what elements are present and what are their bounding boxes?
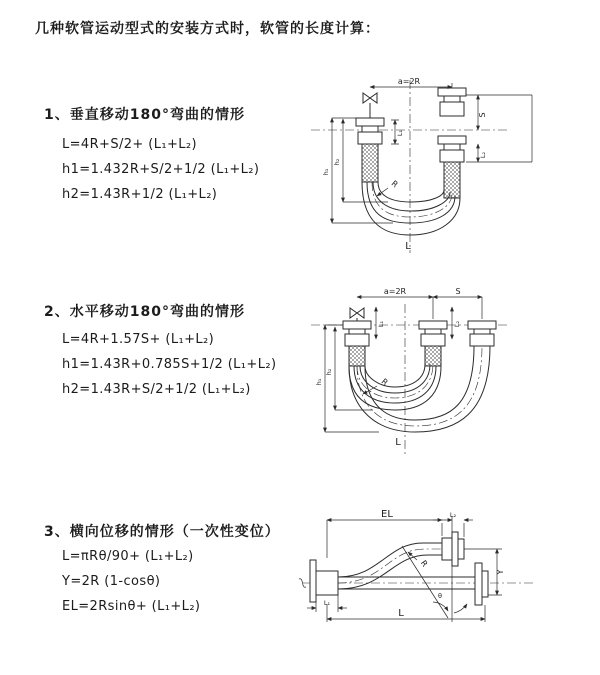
dim-label-a2r: a=2R [383,287,407,296]
dim-label-el: EL [381,509,393,520]
length-label: L [395,437,401,448]
section-2-formula-h2: h2=1.43R+S/2+1/2 (L₁+L₂) [62,382,251,397]
section-1-formula-h2: h2=1.43R+1/2 (L₁+L₂) [62,187,218,202]
section-3-formula-l: L=πRθ/90+ (L₁+L₂) [62,549,194,564]
angle-label: θ [438,592,442,600]
section-2-formula-h1: h1=1.43R+0.785S+1/2 (L₁+L₂) [62,357,277,372]
radius-label: R [379,376,390,388]
section-1-heading: 1、垂直移动180°弯曲的情形 [44,107,245,123]
dim-label-l2: L₂ [453,320,461,328]
dim-label-h2: h₂ [325,368,333,376]
dim-label-s: S [478,112,487,118]
section-2-formula-l: L=4R+1.57S+ (L₁+L₂) [62,332,215,347]
dim-label-l1: L₁ [377,320,385,328]
radius-label: R [418,558,430,569]
section-3-heading: 3、横向位移的情形（一次性变位） [44,524,280,540]
dim-label-y: Y [496,569,505,575]
page-title: 几种软管运动型式的安装方式时，软管的长度计算： [35,21,380,37]
length-label: L [398,608,404,619]
dim-label-h2: h₂ [333,158,341,166]
dim-label-a2r: a=2R [397,77,421,86]
section-3-formula-el: EL=2Rsinθ+ (L₁+L₂) [62,599,201,614]
diagram-lateral-displacement [295,505,600,645]
dim-label-l2: L₂ [449,511,457,519]
dim-label-l1: L₁ [396,129,404,137]
dim-label-h1: h₁ [322,168,330,176]
dim-label-s: S [455,287,461,296]
radius-label: R [389,178,400,190]
section-2-heading: 2、水平移动180°弯曲的情形 [44,304,245,320]
diagram-vertical-180-bend [295,72,595,257]
dim-label-l2: L₂ [479,151,487,159]
section-1-formula-h1: h1=1.432R+S/2+1/2 (L₁+L₂) [62,162,260,177]
diagram-horizontal-180-bend [295,282,600,462]
dim-label-h1: h₁ [315,378,323,386]
section-1-formula-l: L=4R+S/2+ (L₁+L₂) [62,137,198,152]
dim-label-l1: L₁ [323,599,331,607]
section-3-formula-y: Y=2R (1-cosθ) [62,574,161,589]
length-label: L [405,241,411,252]
